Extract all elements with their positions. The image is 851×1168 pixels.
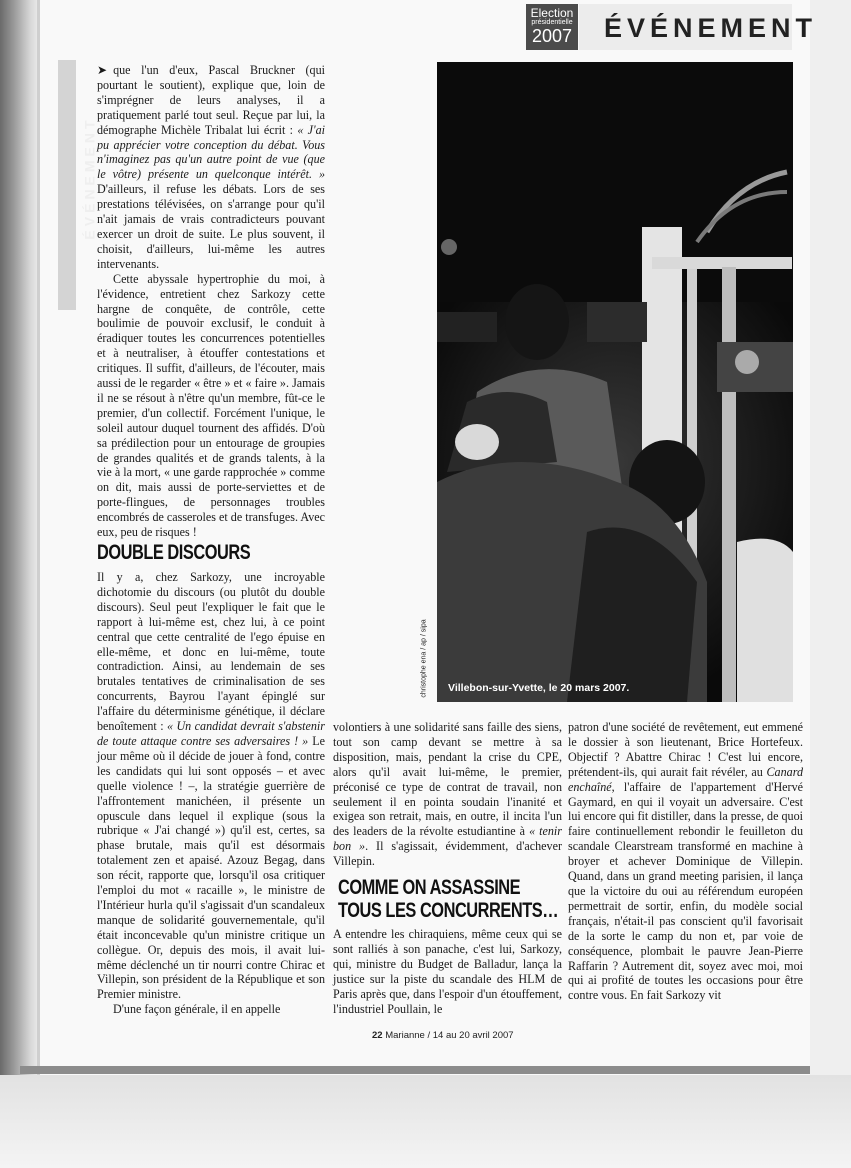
paragraph: Il y a, chez Sarkozy, une incroyable dichotomie du discours (ou plutôt du double discours). Seul peut l'expliquer le fait que le rapport à lui-même est, chez lui, à ce point central que cette centralité de l'ego épuise en elle-même, et donc en lui-même, toute contradiction. Ainsi, au lendemain de ses brutales tentatives de criminalisation de ses concurrents, Bayrou l'ayant épinglé sur l'affaire du déterminisme génétique, il déclare benoîtement : « Un candidat devrait s'abstenir de toute attaque contre ses adversaires ! » Le jour même où il décide de jouer à fond, contre les candidats qui lui sont opposés – et avec quelle violence ! –, la stratégie guerrière de l'affrontement manichéen, il présente un opuscule dans lequel il explique (sous la rubrique « J'ai changé ») qu'il est, certes, sa phase brutale, mais qu'il est désormais totalement zen et apaisé. Azouz Begag, dans son récit, rapporte que, lorsqu'il osa critiquer l'emploi du mot « racaille », le ministre de l'Intérieur hurla qu'il s'agissait d'un scandaleux manque de solidarité gouvernementale, qu'il était inconcevable qu'un ministre critique un collègue. Or, depuis des mois, il avait lui-même déclenché un tir nourri contre Chirac et Villepin, son président de la République et son Premier ministre. xyxy=(97,570,326,1002)
subheading-double-discours: DOUBLE DISCOURS xyxy=(97,541,251,564)
paragraph: A entendre les chiraquiens, même ceux qui se sont ralliés à son panache, c'est lui, Sarkozy, qui, ministre du Budget de Balladur, lança la justice sur la piste du scandale des HLM de Paris après que, dans l'espoir d'un étouffement, l'industriel Poullain, le xyxy=(333,927,562,1016)
paragraph: D'une façon générale, il en appelle xyxy=(113,1002,281,1017)
badge-election: Election xyxy=(530,6,574,20)
section-header xyxy=(579,4,818,50)
page-bottom-edge xyxy=(20,1066,810,1074)
page-number: 22 xyxy=(372,1030,383,1041)
previous-page-edge xyxy=(0,0,40,1100)
column-3 xyxy=(568,720,803,1003)
issue-dates: / 14 au 20 avril 2007 xyxy=(427,1030,514,1041)
column-1-bottom xyxy=(97,570,325,1017)
paragraph: ➤ que l'un d'eux, Pascal Bruckner (qui pourtant le soutient), explique que, loin de s'imprégner de leurs analyses, il a pratiquement parlé tout seul. Reçue par lui, la démographe Michèle Tribalat lui écrit : « J'ai pu apprécier votre conception du débat. Vous n'imaginez pas qu'un autre point de vue (que le vôtre) présente un quelconque intérêt. » D'ailleurs, il refuse les débats. Lors de ses prestations télévisées, on s'arrange pour qu'il n'ait jamais de vrais contradicteurs pouvant exercer un droit de suite. Le plus souvent, il choisit, d'ailleurs, lui-même les autres intervenants. xyxy=(97,63,325,271)
press-photo xyxy=(437,62,793,702)
side-section-tab xyxy=(58,60,98,310)
photo-credit: christophe ena / ap / sipa xyxy=(420,619,428,698)
column-2-bottom xyxy=(333,927,562,1016)
paragraph: volontiers à une solidarité sans faille des siens, tout son camp devant se mettre à sa disposition, mais, pendant la crise du CPE, alors qu'il avait lui-même, le premier, préconisé ce type de contrat de travail, non seulement il en pointa soudain l'inanité et exigea son retrait, mais, en outre, il incita l'un des leaders de la révolte estudiantine à « tenir bon ». Il s'agissait, évidemment, d'achever Villepin. xyxy=(333,720,562,869)
section-title: ÉVÉNEMENT xyxy=(604,13,818,43)
subheading-comme-on-assassine: COMME ON ASSASSINE TOUS LES CONCURRENTS… xyxy=(338,876,559,922)
badge-presidentielle: présidentielle xyxy=(531,19,573,26)
badge-year: 2007 xyxy=(531,26,573,46)
column-1-top xyxy=(97,63,325,540)
paragraph: Cette abyssale hypertrophie du moi, à l'évidence, entretient chez Sarkozy cette hargne de conquête, de contrôle, cette boulimie de pouvoir exclusif, le conduit à éradiquer toutes les concurrences potentielles et à neutraliser, à étouffer contestations et critiques. Il suffit, d'ailleurs, de l'écouter, mais aussi de le regarder « être » et « faire ». Jamais il ne se résout à n'être qu'un membre, fût-ce le premier, d'un collectif. Forcément l'unique, le soleil autour duquel tournent des affidés. D'où sa prédilection pour un entourage de groupies de grandes qualités et de grands talents, à la vie à la mort, « une garde rapprochée » comme on dit, mais aussi de porte-serviettes et de porte-flingues, de personnages troubles encombrés de casseroles et de transfuges. Avec eux, peu de risques ! xyxy=(97,271,325,540)
election-badge xyxy=(526,4,578,50)
photo-caption: Villebon-sur-Yvette, le 20 mars 2007. xyxy=(448,682,630,694)
side-tab-label: ÉVÉNEMENT xyxy=(81,116,98,240)
continuation-arrow-icon: ➤ xyxy=(97,63,108,77)
magazine-name: Marianne xyxy=(385,1030,425,1041)
column-2 xyxy=(333,720,562,869)
page-footer xyxy=(372,1030,514,1041)
scan-bottom-margin xyxy=(0,1075,851,1168)
paragraph: patron d'une société de revêtement, eut emmené le dossier à son lieutenant, Brice Hortefeux. Objectif ? Abattre Chirac ! C'est lui encore, prétendent-ils, qui aurait fait révéler, au Canard enchaîné, l'affaire de l'appartement d'Hervé Gaymard, en qui il voyait un adversaire. C'est lui encore qui fit distiller, dans la presse, de quoi faire continuellement rebondir le feuilleton du scandale Clearstream transformé en machine à broyer et achever Dominique de Villepin. Quand, dans un grand meeting parisien, il lança que la victoire du oui au référendum européen permettrait de sortir, enfin, du modèle social français, n'était-il pas conscient qu'il favorisait de la sorte le camp du non et, par voie de conséquence, plombait le pauvre Jean-Pierre Raffarin ? Autrement dit, soyez avec moi, moi qui ai profité de toutes les occasions pour être contre vous. En fait Sarkozy vit xyxy=(568,720,803,1003)
photographers-image xyxy=(437,62,793,702)
